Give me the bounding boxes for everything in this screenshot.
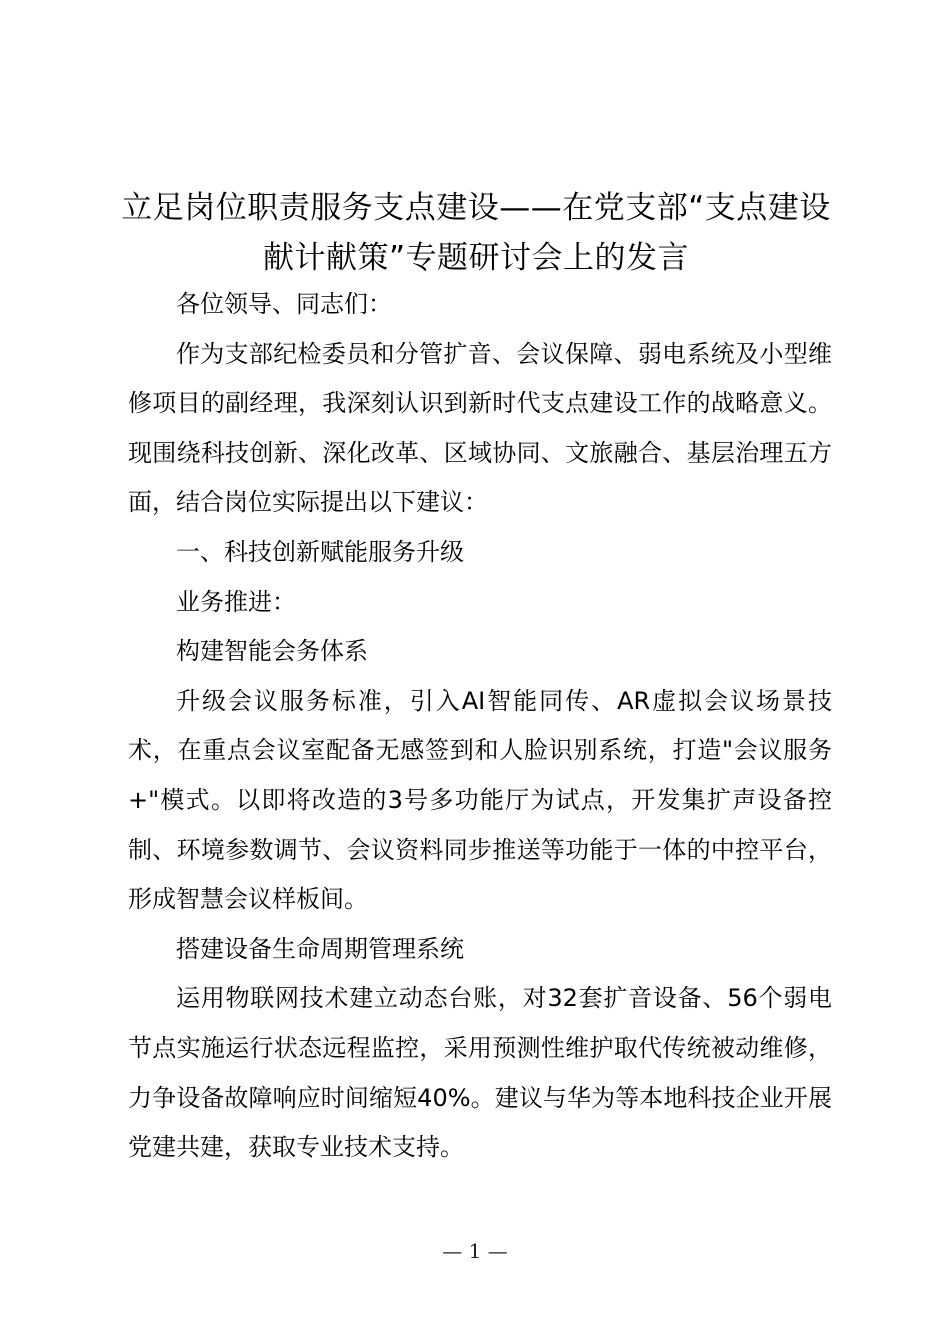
- subheading-smart-meeting: 构建智能会务体系: [176, 637, 368, 666]
- page-number: — 1 —: [442, 1239, 508, 1263]
- greeting-paragraph: 各位领导、同志们：: [176, 290, 392, 318]
- intro-paragraph: 作为支部纪检委员和分管扩音、会议保障、弱电系统及小型维修项目的副经理，我深刻认识到新时代支点建设工作的战略意义。现围绕科技创新、深化改革、区域协同、文旅融合、基层治理五方面，结合岗位实际提出以下建议：: [128, 339, 832, 517]
- lifecycle-paragraph: 运用物联网技术建立动态台账，对32套扩音设备、56个弱电节点实施运行状态远程监控，采用预测性维护取代传统被动维修，力争设备故障响应时间缩短40%。建议与华为等本地科技企业开展党建共建，获取专业技术支持。: [128, 984, 832, 1162]
- subheading-business: 业务推进：: [176, 587, 296, 616]
- document-title: 立足岗位职责服务支点建设——在党支部“支点建设献计献策”专题研讨会上的发言: [121, 190, 831, 276]
- document-body: [128, 280, 832, 1173]
- smart-meeting-paragraph: 升级会议服务标准，引入AI智能同传、AR虚拟会议场景技术，在重点会议室配备无感签到和人脸识别系统，打造"会议服务+"模式。以即将改造的3号多功能厅为试点，开发集扩声设备控制、环境参数调节、会议资料同步推送等功能于一体的中控平台，形成智慧会议样板间。: [128, 686, 832, 914]
- section-heading: 一、科技创新赋能服务升级: [176, 537, 464, 566]
- subheading-lifecycle: 搭建设备生命周期管理系统: [176, 934, 464, 963]
